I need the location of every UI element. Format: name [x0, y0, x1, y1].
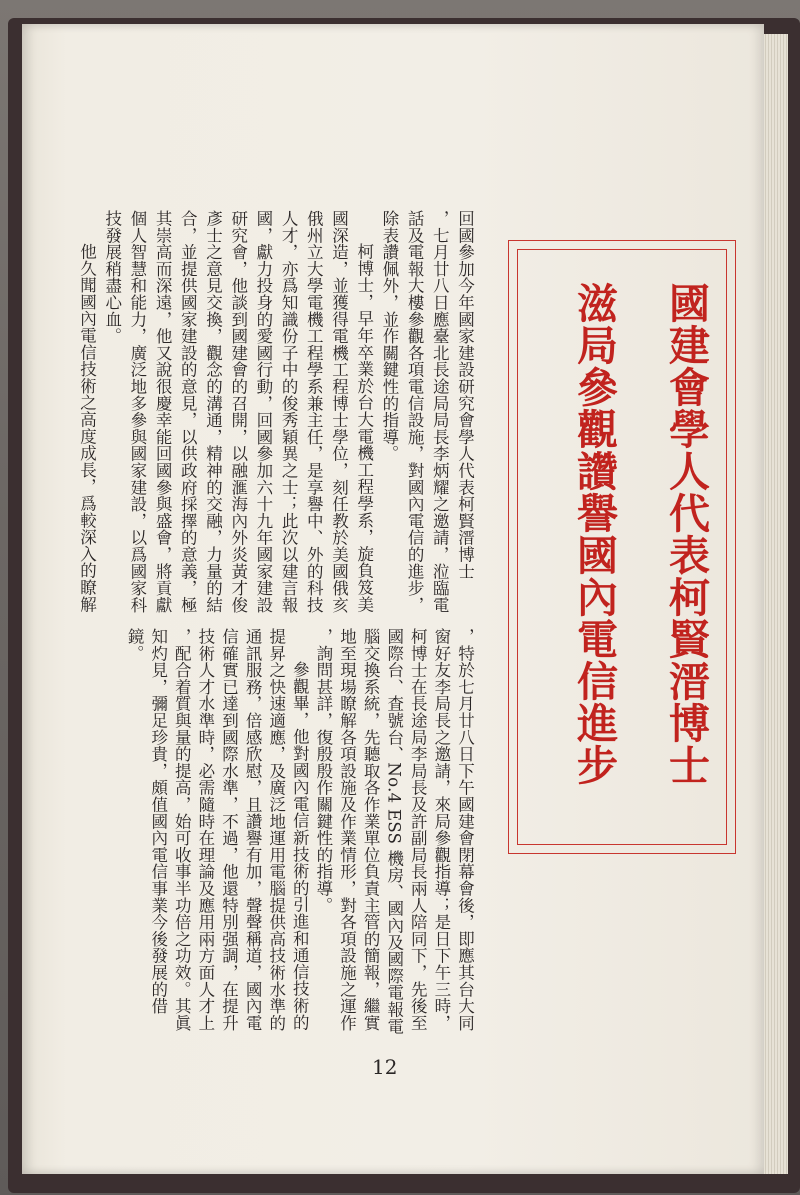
- title-line-1: 國建會學人代表柯賢溍博士: [662, 282, 710, 786]
- text-column: ，詢問甚詳，復殷殷作關鍵性的指導。: [313, 628, 333, 914]
- text-column: 回國參加今年國家建設研究會學人代表柯賢溍博士: [455, 210, 475, 580]
- text-column: 鏡。: [125, 628, 145, 662]
- text-column: 國深造，並獲得電機工程博士學位，刻任教於美國俄亥: [329, 210, 349, 614]
- text-column: 國，獻力投身的愛國行動，回國參加六十九年國家建設: [253, 210, 273, 614]
- text-column: 技發展稍盡心血。: [102, 210, 122, 345]
- text-column: 腦交換系統，先聽取各作業單位負責主管的簡報，繼實: [361, 628, 381, 1032]
- page-number: 12: [372, 1055, 398, 1079]
- text-column: 國際台、査號台、No.4 ESS 機房、國內及國際電報電: [384, 628, 404, 1035]
- text-column: 柯博士在長途局李局長及許副局長兩人陪同下，先後至: [408, 628, 428, 1032]
- text-column: 俄州立大學電機工程學系兼主任，是享譽中、外的科技: [304, 210, 324, 614]
- text-column: 研究會，他談到國建會的召開，以融滙海內外炎黃才俊: [228, 210, 248, 614]
- text-column: 人才，亦爲知識份子中的俊秀穎異之士；此次以建言報: [279, 210, 299, 614]
- text-column: ，七月廿八日應臺北長途局局長李炳耀之邀請，涖臨電: [430, 210, 450, 614]
- text-column: 合，並提供國家建設的意見，以供政府採擇的意義，極: [178, 210, 198, 614]
- text-column: 他久聞國內電信技術之高度成長，爲較深入的瞭解: [77, 243, 97, 613]
- text-column: 窗好友李局長之邀請，來局參觀指導；是日下午三時，: [431, 628, 451, 1032]
- text-column: ，特於七月廿八日下午國建會閉幕會後，即應其台大同: [455, 628, 475, 1032]
- text-column: 除表讚佩外，並作關鍵性的指導。: [379, 210, 399, 462]
- text-column: 信確實已達到國際水準，不過，他還特別强調，在提升: [219, 628, 239, 1032]
- text-column: 地至現場瞭解各項設施及作業情形，對各項設施之運作: [337, 628, 357, 1032]
- text-column: 其崇高而深遠，他又說很慶幸能回國參與盛會，將貢獻: [153, 210, 173, 614]
- text-column: 通訊服務，倍感欣慰，且讚譽有加，聲聲稱道，國內電: [243, 628, 263, 1032]
- text-column: 話及電報大樓參觀各項電信設施，對國內電信的進步，: [405, 210, 425, 614]
- text-column: 個人智慧和能力，廣泛地多參與國家建設，以爲國家科: [127, 210, 147, 614]
- text-column: ，配合着質與量的提高，始可收事半功倍之功效。其眞: [172, 628, 192, 1032]
- text-column: 知灼見，彌足珍貴，頗值國內電信事業今後發展的借: [148, 628, 168, 1015]
- text-column: 彥士之意見交換，觀念的溝通，精神的交融，力量的結: [203, 210, 223, 614]
- text-column: 參觀畢，他對國內電信新技術的引進和通信技術的: [290, 661, 310, 1031]
- text-column: 柯博士，早年卒業於台大電機工程學系，旋負笈美: [354, 243, 374, 613]
- text-column: 提昇之快速適應，及廣泛地運用電腦提供高技術水準的: [266, 628, 286, 1032]
- title-line-2: 滋局參觀讚譽國內電信進步: [570, 282, 618, 786]
- text-column: 技術人才水準時，必需隨時在理論及應用兩方面人才上: [195, 628, 215, 1032]
